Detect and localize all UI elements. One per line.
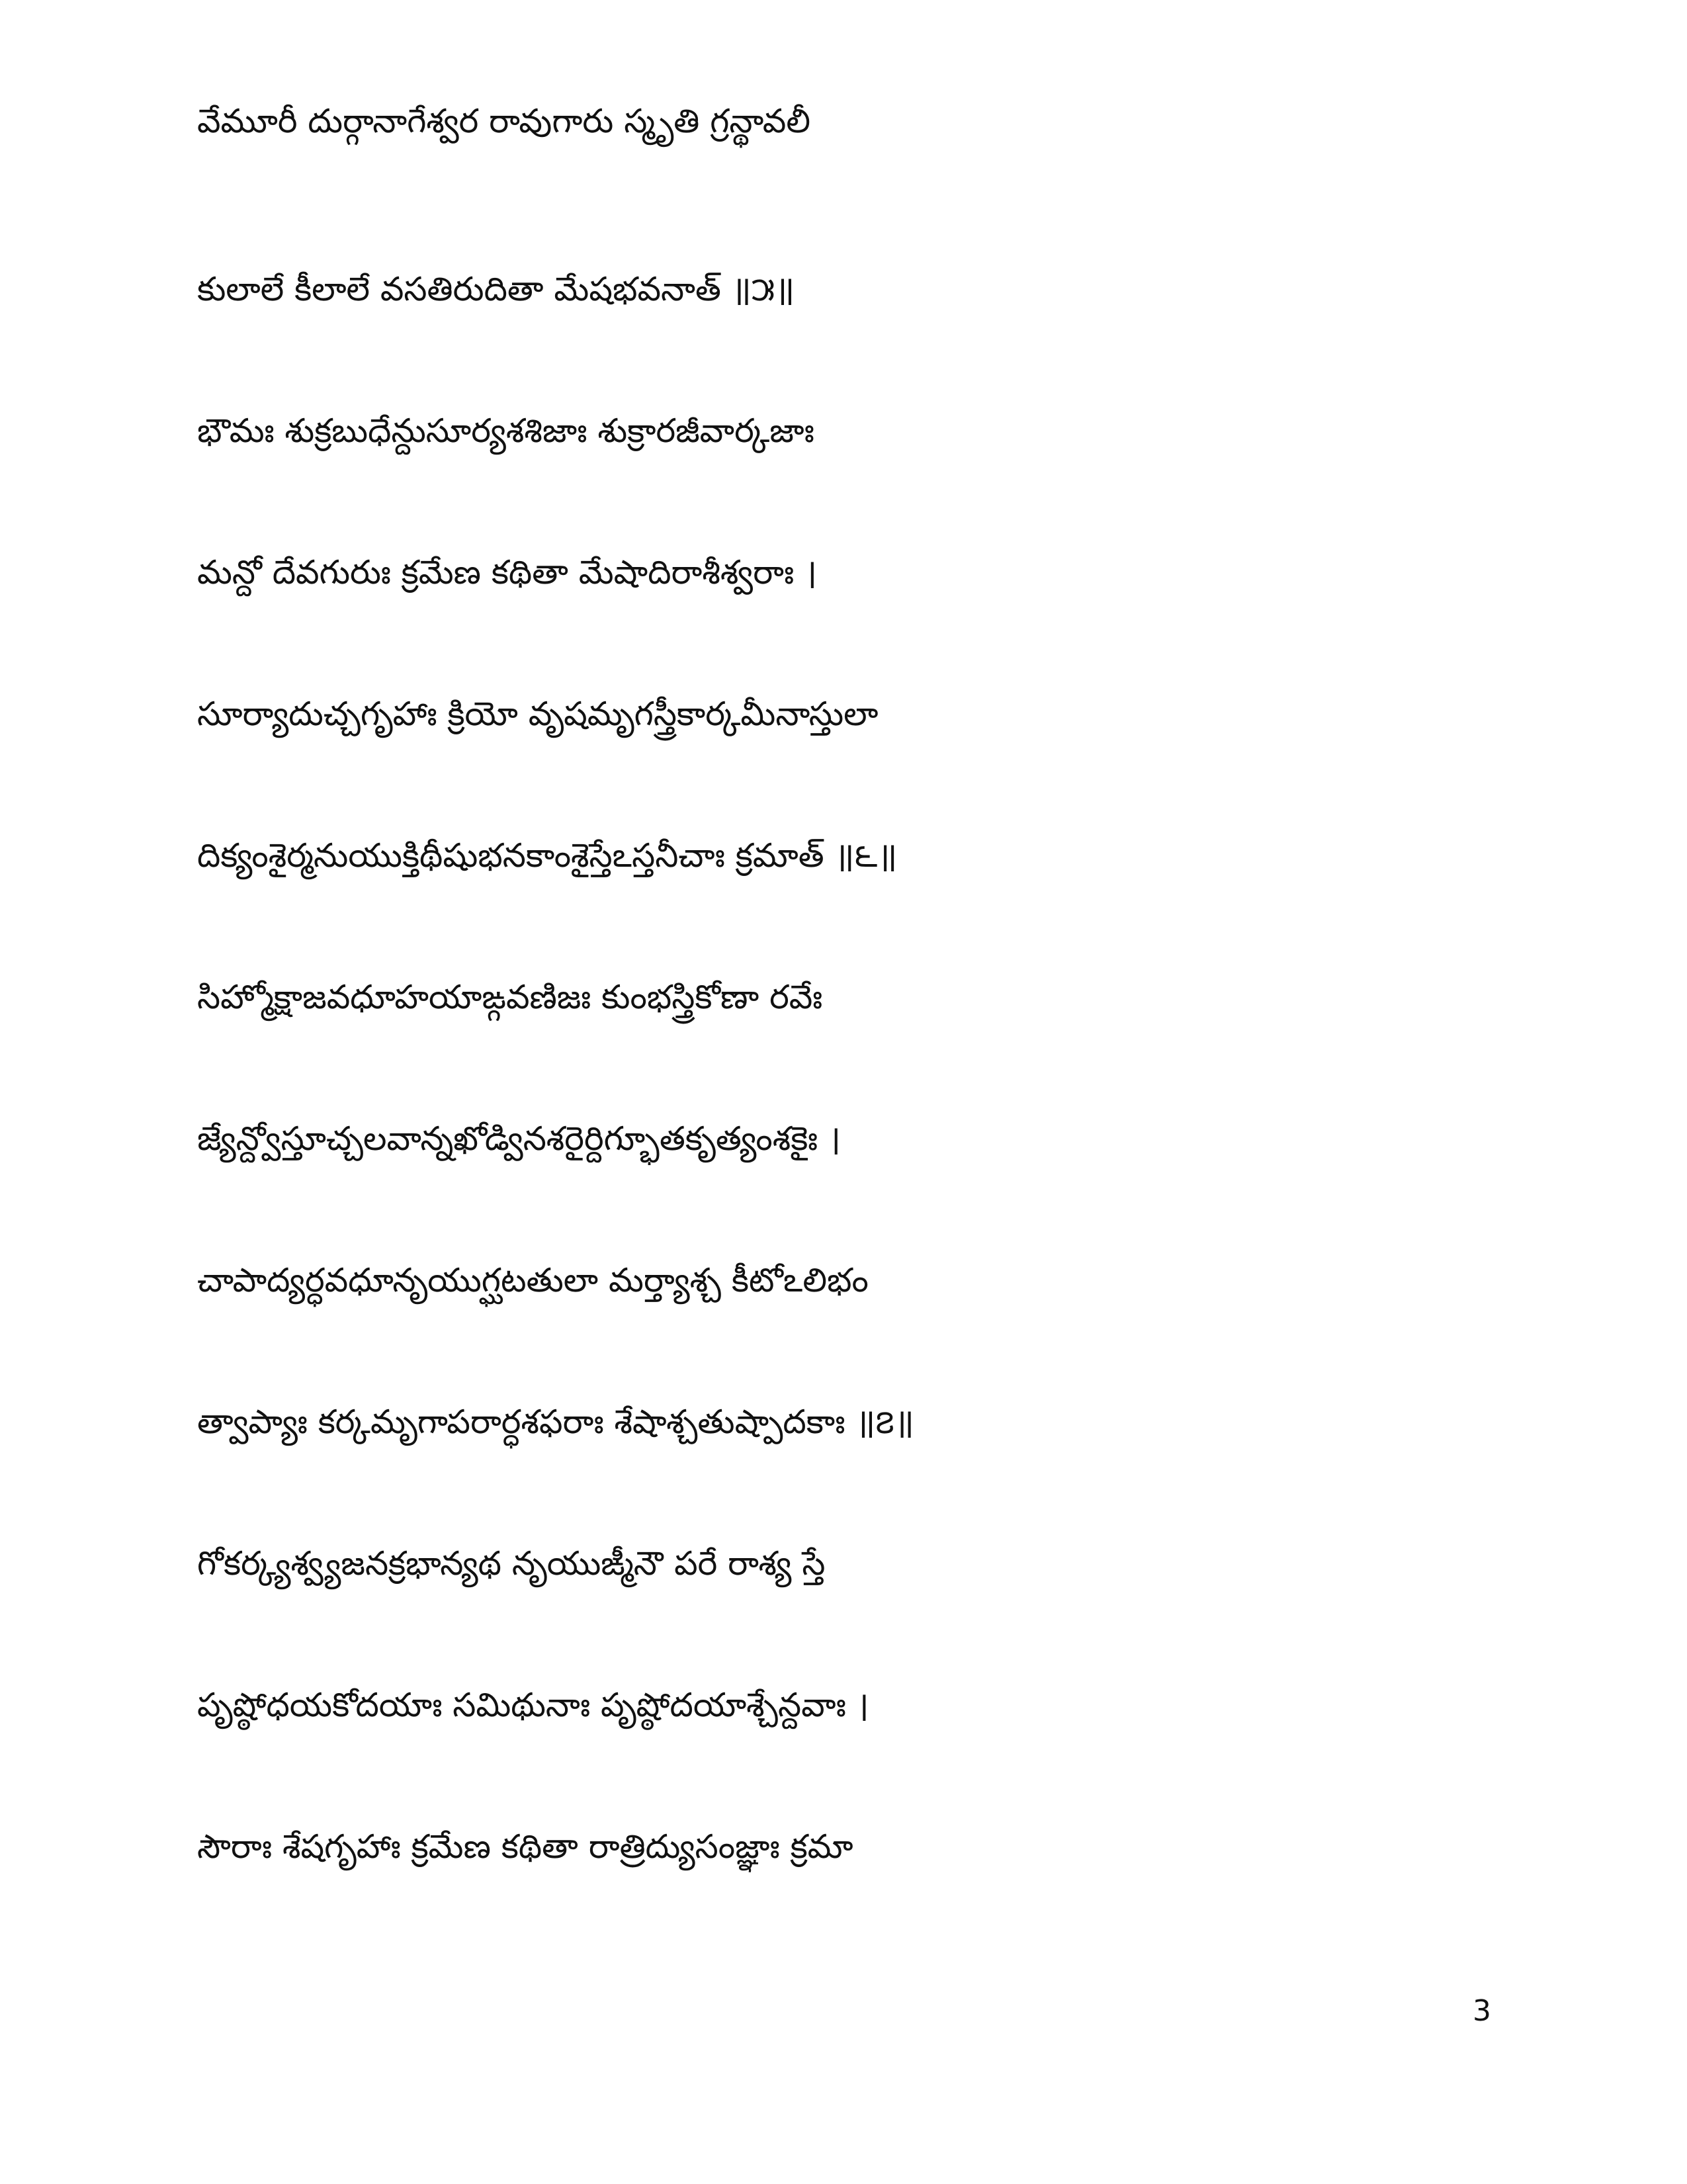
verse-line-6: సిహ్మోక్షాజవధూహయాఙ్గవణిజః కుంభస్త్రికోణా రవేః (197, 978, 823, 1016)
verse-line-7: జ్యేన్ద్వోస్తూచ్చలవాన్నఖోడ్వినశరైర్దిగ్భూతకృత్యంశకైః । (197, 1119, 841, 1158)
verse-line-3: మన్దో దేవగురుః క్రమేణ కథితా మేషాదిరాశీశ్వరాః । (197, 553, 818, 591)
verse-line-2: భౌమః శుక్రబుధేన్దుసూర్యశశిజాః శుక్రారజీవార్కజాః (197, 412, 814, 450)
verse-line-9: త్వాప్యాః కర్కమృగాపరార్ధశఫరాః శేషాశ్చతుష్పాదకాః ॥౭॥ (197, 1403, 914, 1441)
page-number: 3 (1473, 1994, 1491, 2028)
verse-line-4: సూర్యాదుచ్చగృహాః క్రియో వృషమృగస్త్రీకార్కమీనాస్తులా (197, 695, 879, 733)
verse-line-12: సౌరాః శేషగృహాః క్రమేణ కథితా రాత్రిద్యుసంజ్ఞాః క్రమా (197, 1827, 853, 1866)
verse-line-10: గోకర్క్యశ్వ్యజనక్రభాన్యథ నృయుఙ్మీనౌ పరే రాశ్య స్తే (197, 1544, 826, 1583)
header-title: వేమూరీ దుర్గానాగేశ్వర రావుగారు స్మృతి గ్రన్థావలీ (197, 102, 810, 140)
verse-line-1: కులాలే కీలాలే వసతిరుదితా మేషభవనాత్ ॥౫॥ (197, 270, 795, 308)
verse-line-8: చాపాద్యర్ధవధూనృయుగ్ఘటతులా మర్త్యాశ్చ కీటోఽలిభం (197, 1261, 869, 1299)
verse-line-11: పృష్ఠోధయకోదయాః సమిథునాః పృష్ఠోదయాశ్చేన్దవాః । (197, 1686, 869, 1724)
verse-line-5: దిక్యంశైర్మనుయుక్తిథీషుభనకాంశైస్తేఽస్తనీచాః క్రమాత్ ॥౬॥ (197, 836, 898, 875)
